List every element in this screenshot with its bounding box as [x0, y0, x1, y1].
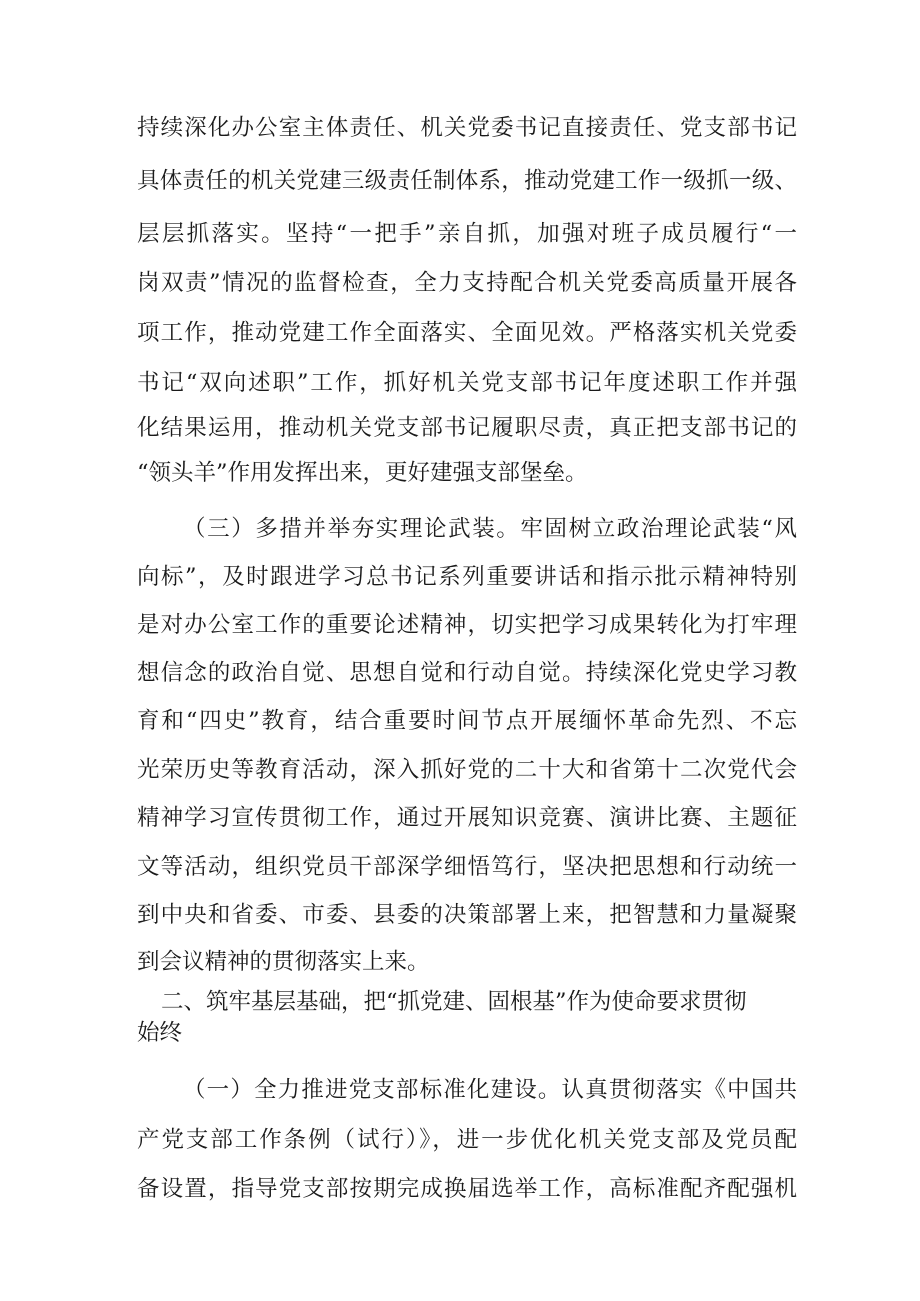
text-line: 岗双责”情况的监督检查，全力支持配合机关党委高质量开展各: [137, 270, 797, 296]
text-line: 想信念的政治自觉、思想自觉和行动自觉。持续深化党史学习教: [137, 660, 797, 686]
text-line: 到中央和省委、市委、县委的决策部署上来，把智慧和力量凝聚: [137, 902, 797, 928]
text-line: 层层抓落实。坚持“一把手”亲自抓，加强对班子成员履行“一: [137, 221, 797, 247]
text-line: 持续深化办公室主体责任、机关党委书记直接责任、党支部书记: [137, 115, 797, 141]
heading-line: 二、筑牢基层基础，把“抓党建、固根基”作为使命要求贯彻: [161, 989, 747, 1015]
text-line: 具体责任的机关党建三级责任制体系，推动党建工作一级抓一级、: [137, 168, 797, 194]
text-line: （一）全力推进党支部标准化建设。认真贯彻落实《中国共: [183, 1077, 797, 1103]
text-line: 是对办公室工作的重要论述精神，切实把学习成果转化为打牢理: [137, 612, 797, 638]
text-line: 育和“四史”教育，结合重要时间节点开展缅怀革命先烈、不忘: [137, 708, 797, 734]
text-line: 项工作，推动党建工作全面落实、全面见效。严格落实机关党委: [137, 320, 797, 346]
text-line: 文等活动，组织党员干部深学细悟笃行，坚决把思想和行动统一: [137, 854, 797, 880]
text-line: 书记“双向述职”工作，抓好机关党支部书记年度述职工作并强: [137, 370, 797, 396]
text-line: 精神学习宣传贯彻工作，通过开展知识竞赛、演讲比赛、主题征: [137, 805, 797, 831]
heading-line: 始终: [137, 1020, 183, 1046]
text-line: （三）多措并举夯实理论武装。牢固树立政治理论武装“风: [183, 516, 797, 542]
text-line: 备设置，指导党支部按期完成换届选举工作，高标准配齐配强机: [137, 1176, 797, 1202]
text-line: 产党支部工作条例（试行）》，进一步优化机关党支部及党员配: [137, 1127, 797, 1153]
text-line: “领头羊”作用发挥出来，更好建强支部堡垒。: [137, 460, 588, 486]
text-line: 光荣历史等教育活动，深入抓好党的二十大和省第十二次党代会: [137, 757, 797, 783]
text-line: 化结果运用，推动机关党支部书记履职尽责，真正把支部书记的: [137, 415, 797, 441]
text-line: 向标”，及时跟进学习总书记系列重要讲话和指示批示精神特别: [137, 564, 797, 590]
text-line: 到会议精神的贯彻落实上来。: [137, 949, 430, 975]
